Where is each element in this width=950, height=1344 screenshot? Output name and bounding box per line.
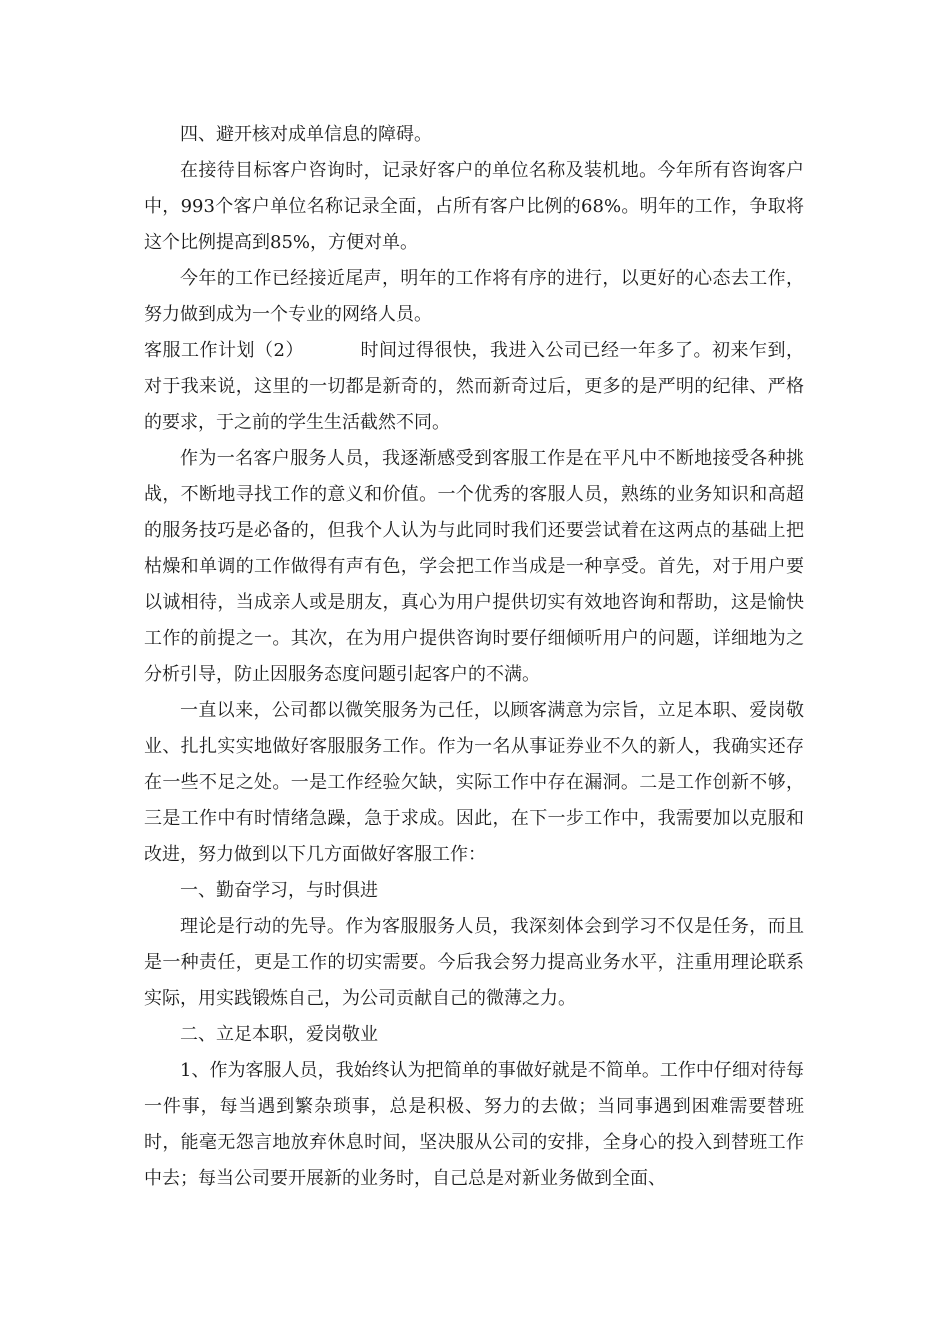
section-heading: 一、勤奋学习，与时俱进 [180,880,378,901]
paragraph-with-title [144,333,804,441]
paragraph-text: 时间过得很快，我进入公司已经一年多了。初来乍到，对于我来说，这里的一切都是新奇的，然而新奇过后，更多的是严明的纪律、严格的要求，于之前的学生生活截然不同。 [144,340,805,433]
paragraph: 1、作为客服人员，我始终认为把简单的事做好就是不简单。工作中仔细对待每一件事，每当遇到繁杂琐事，总是积极、努力的去做；当同事遇到困难需要替班时，能毫无怨言地放弃休息时间，坚决服从公司的安排，全身心的投入到替班工作中去；每当公司要开展新的业务时，自己总是对新业务做到全面、 [144,1060,804,1189]
document-body [144,117,804,1197]
section-heading: 四、避开核对成单信息的障碍。 [180,124,432,145]
paragraph: 在接待目标客户咨询时，记录好客户的单位名称及装机地。今年所有咨询客户中，993个客户单位名称记录全面，占所有客户比例的68%。明年的工作，争取将这个比例提高到85%，方便对单。 [144,160,804,253]
section-heading: 二、立足本职，爱岗敬业 [180,1024,378,1045]
paragraph: 今年的工作已经接近尾声，明年的工作将有序的进行，以更好的心态去工作，努力做到成为一个专业的网络人员。 [144,268,804,325]
paragraph: 作为一名客户服务人员，我逐渐感受到客服工作是在平凡中不断地接受各种挑战，不断地寻找工作的意义和价值。一个优秀的客服人员，熟练的业务知识和高超的服务技巧是必备的，但我个人认为与此同时我们还要尝试着在这两点的基础上把枯燥和单调的工作做得有声有色，学会把工作当成是一种享受。首先，对于用户要以诚相待，当成亲人或是朋友，真心为用户提供切实有效地咨询和帮助，这是愉快工作的前提之一。其次，在为用户提供咨询时要仔细倾听用户的问题，详细地为之分析引导，防止因服务态度问题引起客户的不满。 [144,448,804,685]
paragraph: 一直以来，公司都以微笑服务为己任，以顾客满意为宗旨，立足本职、爱岗敬业、扎扎实实地做好客服服务工作。作为一名从事证券业不久的新人，我确实还存在一些不足之处。一是工作经验欠缺，实际工作中存在漏洞。二是工作创新不够，三是工作中有时情绪急躁，急于求成。因此，在下一步工作中，我需要加以克服和改进，努力做到以下几方面做好客服工作： [144,700,804,865]
document-title: 客服工作计划（2） [144,340,304,361]
paragraph: 理论是行动的先导。作为客服服务人员，我深刻体会到学习不仅是任务，而且是一种责任，更是工作的切实需要。今后我会努力提高业务水平，注重用理论联系实际，用实践锻炼自己，为公司贡献自己的微薄之力。 [144,916,804,1009]
